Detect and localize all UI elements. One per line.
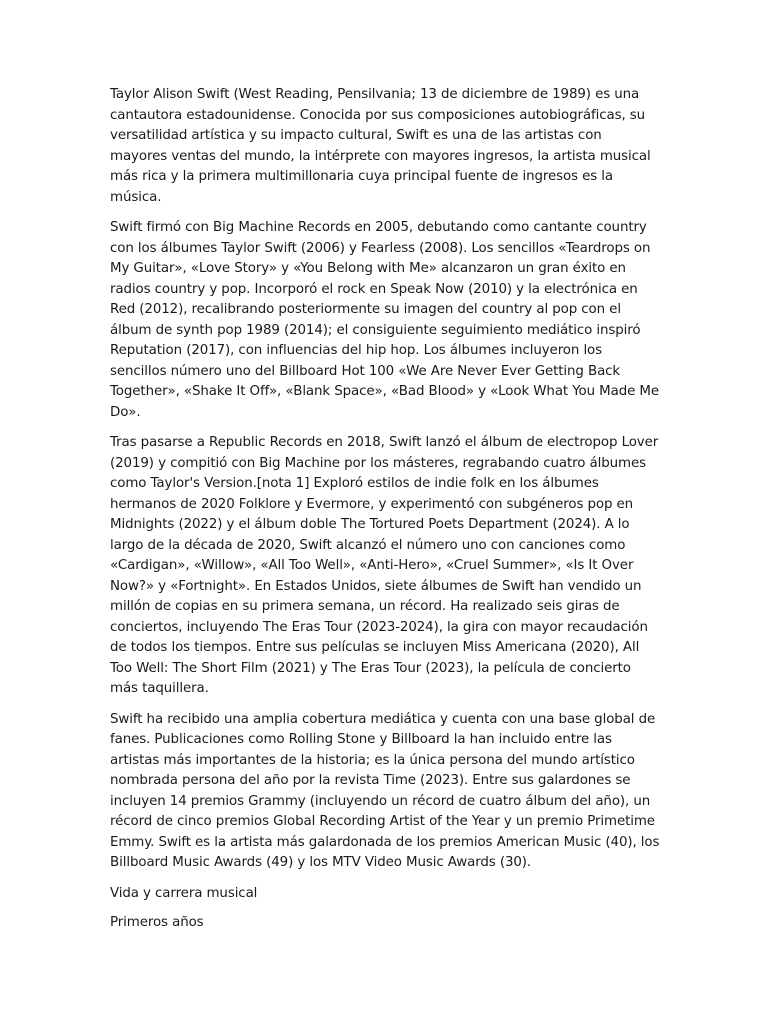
- paragraph-early-career: Swift firmó con Big Machine Records en 2005, debutando como cantante country con los álbumes Taylor Swift (2006) y Fearless (2008). Los sencillos «Teardrops on My Guitar», «Love Story» y «You Belong with Me» alcanzaron un gran éxito en radios country y pop. Incorporó el rock en Speak Now (2010) y la electrónica en Red (2012), recalibrando posteriormente su imagen del country al pop con el álbum de synth pop 1989 (2014); el consiguiente seguimiento mediático inspiró Reputation (2017), con influencias del hip hop. Los álbumes incluyeron los sencillos número uno del Billboard Hot 100 «We Are Never Ever Getting Back Together», «Shake It Off», «Blank Space», «Bad Blood» y «Look What You Made Me Do».: [110, 220, 660, 420]
- paragraph-intro: Taylor Alison Swift (West Reading, Pensilvania; 13 de diciembre de 1989) es una cantautora estadounidense. Conocida por sus composiciones autobiográficas, su versatilidad artística y su impacto cultural, Swift es una de las artistas con mayores ventas del mundo, la intérprete con mayores ingresos, la artista musical más rica y la primera multimillonaria cuya principal fuente de ingresos es la música.: [110, 87, 651, 205]
- paragraph-republic-era: Tras pasarse a Republic Records en 2018, Swift lanzó el álbum de electropop Lover (2019) y compitió con Big Machine por los másteres, regrabando cuatro álbumes como Taylor's Version.[nota 1] Exploró estilos de indie folk en los álbumes hermanos de 2020 Folklore y Evermore, y experimentó con subgéneros pop en Midnights (2022) y el álbum doble The Tortured Poets Department (2024). A lo largo de la década de 2020, Swift alcanzó el número uno con canciones como «Cardigan», «Willow», «All Too Well», «Anti-Hero», «Cruel Summer», «Is It Over Now?» y «Fortnight». En Estados Unidos, siete álbumes de Swift han vendido un millón de copias en su primera semana, un récord. Ha realizado seis giras de conciertos, incluyendo The Eras Tour (2023-2024), la gira con mayor recaudación de todos los tiempos. Entre sus películas se incluyen Miss Americana (2020), All Too Well: The Short Film (2021) y The Eras Tour (2023), la película de concierto más taquillera.: [110, 435, 659, 696]
- section-heading-career: Vida y carrera musical: [110, 885, 258, 901]
- document-body: [110, 85, 662, 943]
- paragraph-legacy: Swift ha recibido una amplia cobertura mediática y cuenta con una base global de fanes. Publicaciones como Rolling Stone y Billboard la han incluido entre las artistas más importantes de la historia; es la única persona del mundo artístico nombrada persona del año por la revista Time (2023). Entre sus galardones se incluyen 14 premios Grammy (incluyendo un récord de cuatro álbum del año), un récord de cinco premios Global Recording Artist of the Year y un premio Primetime Emmy. Swift es la artista más galardonada de los premios American Music (40), los Billboard Music Awards (49) y los MTV Video Music Awards (30).: [110, 711, 660, 870]
- section-heading-early-years: Primeros años: [110, 915, 204, 930]
